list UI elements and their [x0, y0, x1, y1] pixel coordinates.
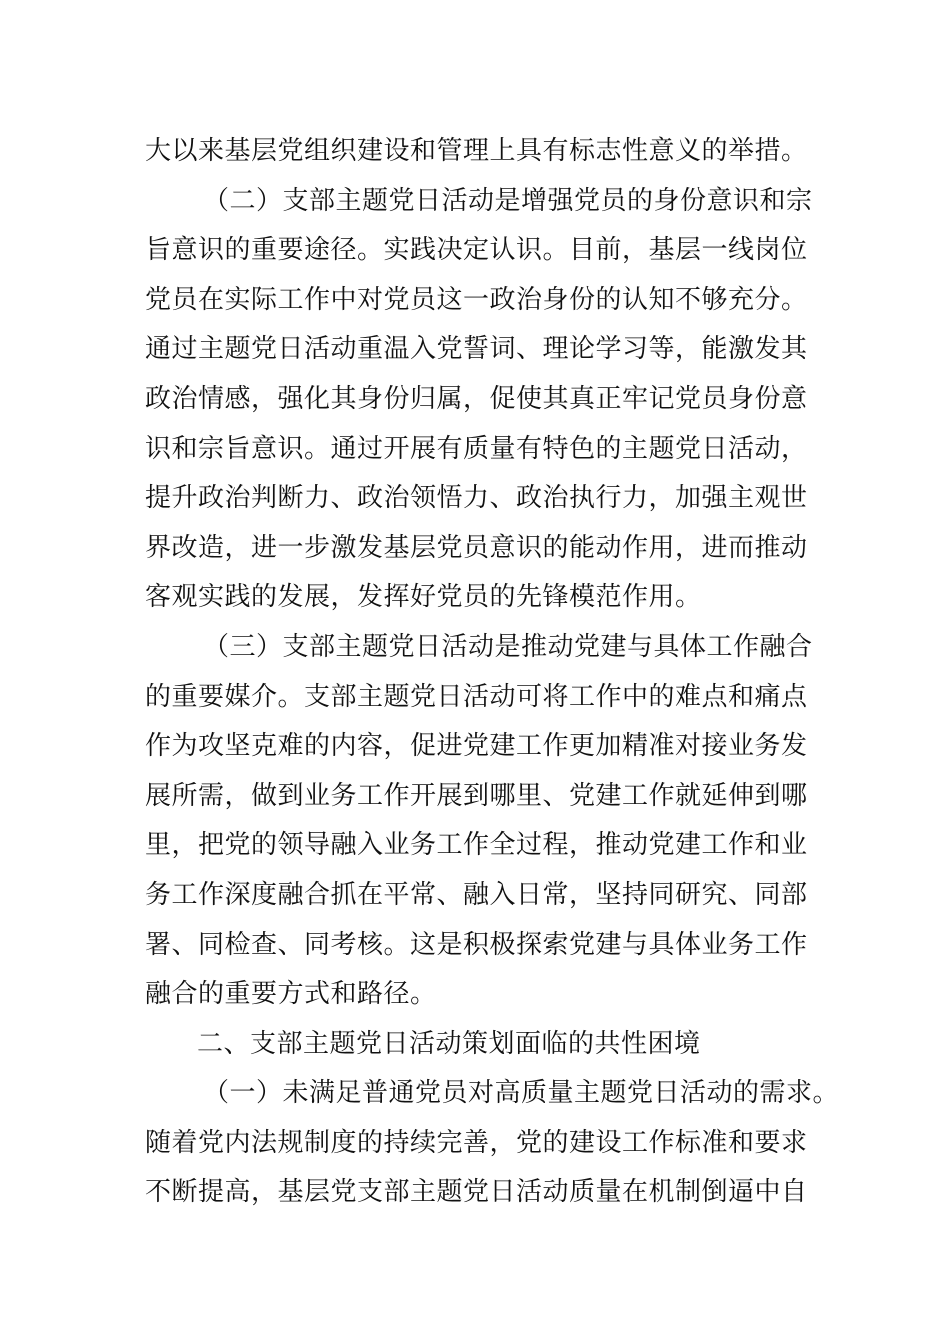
paragraph-3-line: 融合的重要方式和路径。	[145, 979, 437, 1010]
paragraph-3-line: 展所需，做到业务工作开展到哪里、党建工作就延伸到哪	[145, 780, 808, 811]
paragraph-4-line: 随着党内法规制度的持续完善，党的建设工作标准和要求	[145, 1127, 808, 1158]
paragraph-4-line: 不断提高，基层党支部主题党日活动质量在机制倒逼中自	[145, 1177, 808, 1208]
paragraph-2-line: 提升政治判断力、政治领悟力、政治执行力，加强主观世	[145, 483, 808, 514]
paragraph-2-start-line: （二）支部主题党日活动是增强党员的身份意识和宗	[203, 185, 813, 216]
section-heading: 二、支部主题党日活动策划面临的共性困境	[197, 1028, 701, 1059]
paragraph-2-line: 政治情感，强化其身份归属，促使其真正牢记党员身份意	[145, 383, 808, 414]
paragraph-2-line: 界改造，进一步激发基层党员意识的能动作用，进而推动	[145, 532, 808, 563]
paragraph-2-line: 党员在实际工作中对党员这一政治身份的认知不够充分。	[145, 284, 808, 315]
paragraph-3-line: 作为攻坚克难的内容，促进党建工作更加精准对接业务发	[145, 731, 808, 762]
paragraph-2-line: 识和宗旨意识。通过开展有质量有特色的主题党日活动，	[145, 433, 808, 464]
paragraph-continuation-line: 大以来基层党组织建设和管理上具有标志性意义的举措。	[145, 136, 808, 166]
paragraph-3-line: 的重要媒介。支部主题党日活动可将工作中的难点和痛点	[145, 681, 808, 712]
paragraph-2-line: 客观实践的发展，发挥好党员的先锋模范作用。	[145, 582, 702, 613]
paragraph-4-start-line: （一）未满足普通党员对高质量主题党日活动的需求。	[203, 1078, 840, 1109]
document-body	[145, 127, 840, 1218]
paragraph-3-line: 署、同检查、同考核。这是积极探索党建与具体业务工作	[145, 929, 808, 960]
paragraph-3-line: 里，把党的领导融入业务工作全过程，推动党建工作和业	[145, 830, 808, 861]
paragraph-3-line: 务工作深度融合抓在平常、融入日常，坚持同研究、同部	[145, 879, 808, 910]
paragraph-3-start-line: （三）支部主题党日活动是推动党建与具体工作融合	[203, 631, 813, 662]
paragraph-2-line: 通过主题党日活动重温入党誓词、理论学习等，能激发其	[145, 334, 808, 365]
paragraph-2-line: 旨意识的重要途径。实践决定认识。目前，基层一线岗位	[145, 235, 808, 266]
